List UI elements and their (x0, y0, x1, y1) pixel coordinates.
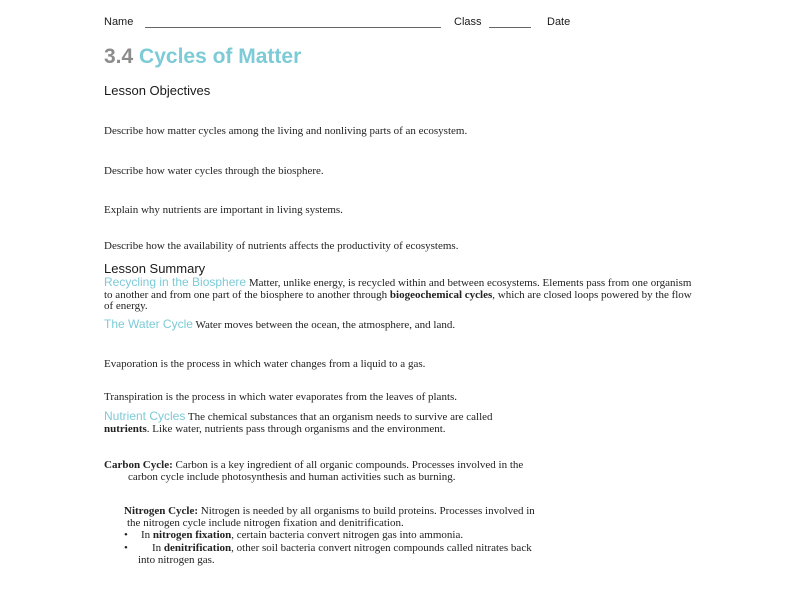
name-blank-line[interactable] (145, 27, 441, 28)
class-label: Class (454, 16, 482, 28)
bullet-text-end: , certain bacteria convert nitrogen gas into ammonia. (231, 529, 464, 541)
carbon-cycle-text-cont: carbon cycle include photosynthesis and human activities such as burning. (128, 470, 456, 483)
bullet-text: In (141, 529, 153, 541)
objective-item: Explain why nutrients are important in living systems. (104, 204, 343, 216)
bullet-marker: • (124, 542, 128, 554)
water-cycle-subhead: The Water Cycle (104, 317, 193, 331)
bullet-text-end: , other soil bacteria convert nitrogen compounds called nitrates back (231, 542, 532, 554)
recycling-text-end: , which are closed loops powered by the flow of energy. (104, 288, 692, 312)
recycling-text: Matter, unlike energy, is recycled within and between ecosystems. Elements pass from one organism to another and from one part of the biosphere to another through (104, 277, 692, 301)
nitrogen-cycle-text-cont: the nitrogen cycle include nitrogen fixation and denitrification. (127, 516, 404, 529)
class-blank-line[interactable] (489, 27, 531, 28)
water-cycle-paragraph (104, 319, 694, 332)
section-number: 3.4 (104, 45, 134, 68)
transpiration-text: Transpiration is the process in which water evaporates from the leaves of plants. (104, 391, 458, 403)
recycling-paragraph (104, 277, 694, 313)
bullet-text: In (152, 542, 164, 554)
name-label: Name (104, 16, 134, 28)
summary-heading: Lesson Summary (104, 261, 206, 276)
water-cycle-text: Water moves between the ocean, the atmosphere, and land. (192, 319, 456, 331)
section-title: Cycles of Matter (139, 45, 302, 68)
term-denitrification: denitrification (163, 542, 232, 554)
objectives-heading: Lesson Objectives (104, 83, 211, 98)
nitrogen-cycle-paragraph (124, 506, 694, 529)
objective-item: Describe how the availability of nutrients affects the productivity of ecosystems. (104, 240, 459, 252)
bullet-marker: • (124, 529, 128, 541)
nitrogen-cycle-text: Nitrogen is needed by all organisms to build proteins. Processes involved in (198, 505, 535, 517)
denitrification-bullet (152, 542, 532, 554)
carbon-cycle-text: Carbon is a key ingredient of all organic compounds. Processes involved in the (172, 459, 524, 471)
nutrient-subhead: Nutrient Cycles (104, 409, 186, 423)
page-title (104, 45, 301, 69)
carbon-cycle-label: Carbon Cycle: (104, 459, 173, 471)
objective-item: Describe how matter cycles among the living and nonliving parts of an ecosystem. (104, 125, 468, 137)
term-biogeochemical: biogeochemical cycles (389, 288, 493, 301)
carbon-cycle-paragraph (104, 460, 694, 483)
evaporation-text: Evaporation is the process in which water changes from a liquid to a gas. (104, 358, 426, 370)
denitrification-bullet-cont: into nitrogen gas. (138, 554, 215, 566)
nitrogen-fixation-bullet (141, 529, 463, 541)
date-label: Date (547, 16, 571, 28)
objective-item: Describe how water cycles through the biosphere. (104, 165, 324, 177)
nutrient-paragraph (104, 411, 694, 435)
recycling-subhead: Recycling in the Biosphere (104, 275, 247, 289)
nutrient-text-end: . Like water, nutrients pass through organisms and the environment. (146, 422, 446, 435)
nutrient-text: The chemical substances that an organism needs to survive are called (185, 411, 493, 423)
nitrogen-cycle-label: Nitrogen Cycle: (124, 505, 199, 517)
term-nutrients: nutrients (104, 422, 147, 435)
term-nitrogen-fixation: nitrogen fixation (152, 529, 232, 541)
